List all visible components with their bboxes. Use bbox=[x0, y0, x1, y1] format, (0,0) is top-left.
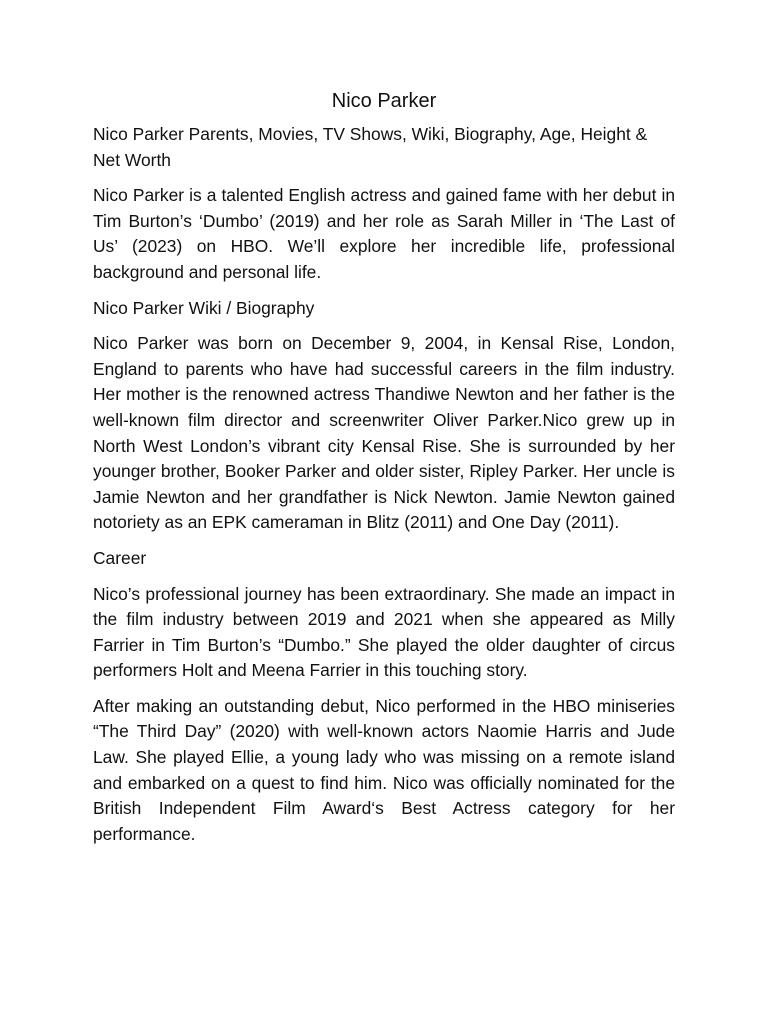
document-title: Nico Parker bbox=[331, 90, 437, 112]
intro-paragraph: Nico Parker is a talented English actress and gained fame with her debut in Tim Burton’s ‘Dumbo’ (2019) and her role as Sarah Miller in ‘The Last of Us’ (2023) on HBO. We’ll explore her incredible life, professional background and personal life. bbox=[93, 185, 675, 282]
document-page bbox=[93, 86, 675, 857]
wiki-paragraph: Nico Parker was born on December 9, 2004, in Kensal Rise, London, England to parents who have had successful careers in the film industry. Her mother is the renowned actress Thandiwe Newton and her father is the well-known film director and screenwriter Oliver Parker.Nico grew up in North West London’s vibrant city Kensal Rise. She is surrounded by her younger brother, Booker Parker and older sister, Ripley Parker. Her uncle is Jamie Newton and her grandfather is Nick Newton. Jamie Newton gained notoriety as an EPK cameraman in Blitz (2011) and One Day (2011). bbox=[93, 333, 675, 533]
document-subtitle: Nico Parker Parents, Movies, TV Shows, Wiki, Biography, Age, Height & Net Worth bbox=[93, 124, 648, 170]
career-paragraph-1: Nico’s professional journey has been extraordinary. She made an impact in the film industry between 2019 and 2021 when she appeared as Milly Farrier in Tim Burton’s “Dumbo.” She played the older daughter of circus performers Holt and Meena Farrier in this touching story. bbox=[93, 583, 675, 681]
section-heading-wiki: Nico Parker Wiki / Biography bbox=[93, 297, 315, 318]
career-paragraph-2: After making an outstanding debut, Nico performed in the HBO miniseries “The Third Day” (2020) with well-known actors Naomie Harris and Jude Law. She played Ellie, a young lady who was missing on a remote island and embarked on a quest to find him. Nico was officially nominated for the British Independent Film Award‘s Best Actress category for her performance. bbox=[93, 695, 675, 844]
section-heading-career: Career bbox=[93, 547, 147, 568]
